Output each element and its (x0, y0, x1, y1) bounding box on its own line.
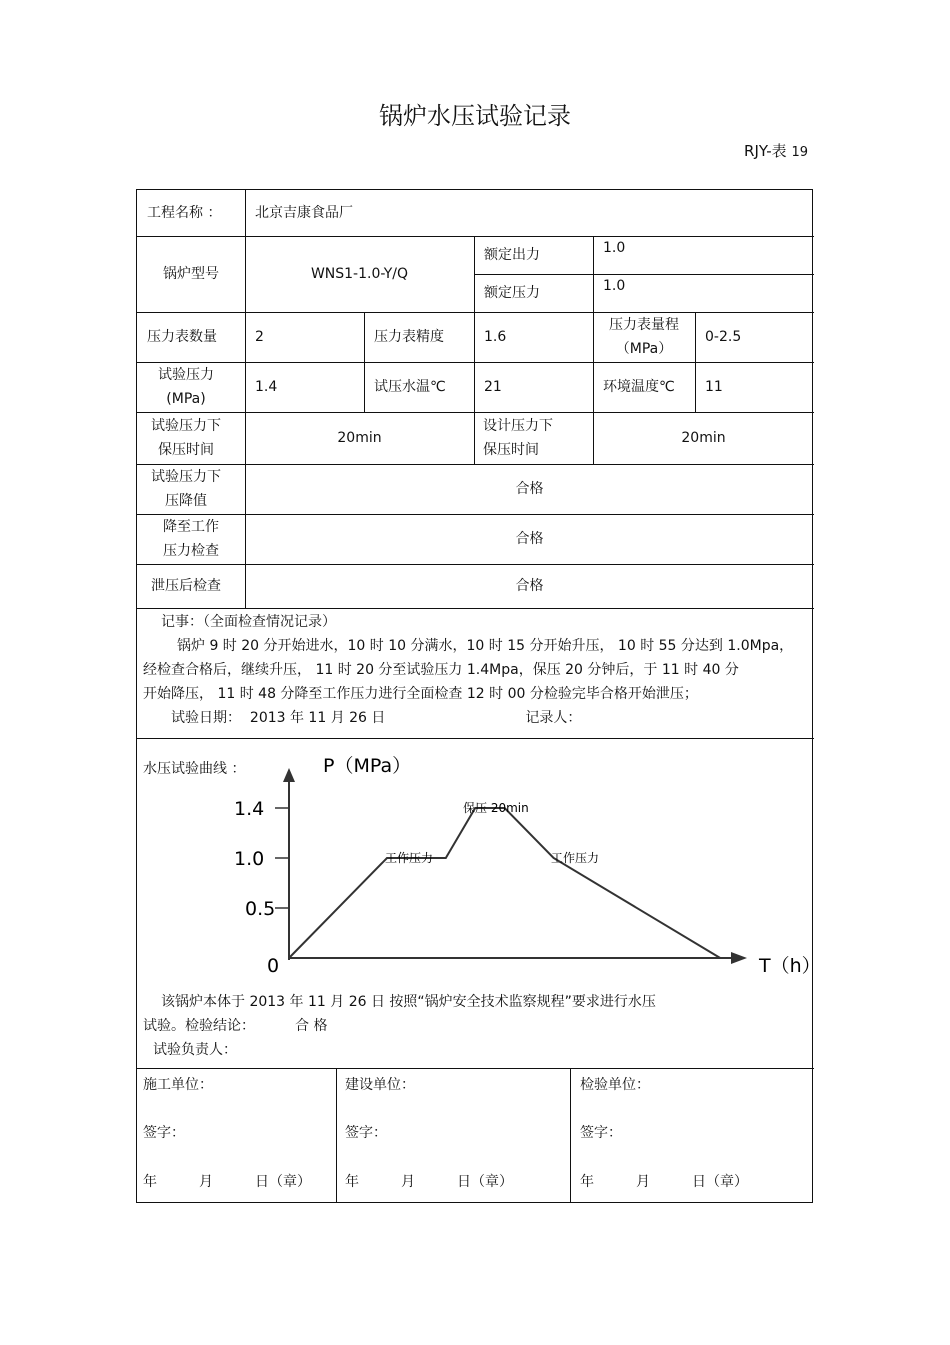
work-pressure-check-label: 降至工作 压力检查 (163, 519, 219, 559)
pressure-drop-label: 试验压力下 压降值 (151, 469, 221, 509)
construction-date-line: 年 月 日（章） (143, 1174, 311, 1190)
hold-test-value: 20min (337, 430, 382, 446)
ambient-temp-value: 11 (705, 379, 723, 395)
ambient-temp-label: 环境温度℃ (603, 379, 675, 395)
gauge-count-label: 压力表数量 (147, 329, 217, 345)
gauge-count-value: 2 (255, 329, 264, 345)
annotation-work-pressure-right: 工作压力 (551, 851, 600, 865)
test-pressure-label: 试验压力 (MPa) (158, 367, 214, 407)
notes-section (143, 610, 807, 730)
notes-heading: 记事：（全面检查情况记录） (161, 614, 336, 630)
inspection-date-line: 年 月 日（章） (580, 1174, 748, 1190)
owner-date-line: 年 月 日（章） (345, 1174, 513, 1190)
notes-line: 经检查合格后，继续升压， 11 时 20 分至试验压力 1.4Mpa，保压 20 分钟后，于 11 时 40 分 (143, 662, 739, 678)
curve-label: 水压试验曲线 ： (143, 761, 246, 777)
rated-pressure-label: 额定压力 (484, 285, 540, 301)
pressure-drop-value: 合格 (515, 481, 544, 497)
pressure-curve-line (289, 808, 720, 958)
rated-output-value: 1.0 (603, 240, 626, 256)
hold-design-value: 20min (681, 430, 726, 446)
test-date-line: 试验日期： 2013 年 11 月 26 日 记录人： (171, 710, 582, 726)
gauge-range-label: 压力表量程 （MPa） (609, 317, 679, 357)
inspection-unit-label: 检验单位： (580, 1077, 650, 1093)
water-temp-label: 试压水温℃ (374, 379, 446, 395)
hold-design-label: 设计压力下 保压时间 (483, 418, 553, 458)
x-axis-label: T（h） (759, 955, 821, 977)
construction-unit-label: 施工单位： (143, 1077, 213, 1093)
conclusion-section (143, 990, 807, 1062)
y-tick-label: 1.4 (234, 798, 265, 820)
annotation-hold-time: 保压 20min (463, 801, 529, 815)
project-name-label: 工程名称 ： (147, 205, 222, 221)
owner-unit-label: 建设单位： (345, 1077, 415, 1093)
gauge-range-value: 0-2.5 (705, 329, 742, 345)
work-pressure-check-value: 合格 (515, 531, 544, 547)
pressure-curve-chart (137, 738, 821, 990)
form-number: RJY-表 19 (744, 142, 808, 160)
y-tick-label: 0 (267, 955, 280, 977)
test-pressure-value: 1.4 (255, 379, 278, 395)
owner-sign-label: 签字： (345, 1125, 387, 1141)
y-axis-arrow (283, 768, 295, 782)
rated-pressure-value: 1.0 (603, 278, 626, 294)
notes-line: 锅炉 9 时 20 分开始进水，10 时 10 分满水，10 时 15 分开始升压， 10 时 55 分达到 1.0Mpa， (177, 638, 794, 654)
gauge-precision-value: 1.6 (484, 329, 507, 345)
document-title: 锅炉水压试验记录 (379, 102, 571, 130)
boiler-model-value: WNS1-1.0-Y/Q (310, 266, 409, 282)
annotation-work-pressure-left: 工作压力 (385, 851, 434, 865)
inspection-sign-label: 签字： (580, 1125, 622, 1141)
project-name-value: 北京吉康食品厂 (255, 205, 353, 221)
conclusion-line: 该锅炉本体于 2013 年 11 月 26 日 按照“锅炉安全技术监察规程”要求进行水压 (161, 994, 656, 1010)
water-temp-value: 21 (484, 379, 502, 395)
record-table (136, 189, 821, 1203)
test-responsible: 试验负责人： (153, 1042, 237, 1058)
y-axis-label: P（MPa） (323, 755, 412, 777)
y-tick-label: 1.0 (234, 848, 265, 870)
release-check-value: 合格 (515, 578, 544, 594)
x-axis-arrow (731, 952, 747, 964)
hold-test-label: 试验压力下 保压时间 (151, 418, 221, 458)
gauge-precision-label: 压力表精度 (374, 329, 444, 345)
rated-output-label: 额定出力 (484, 247, 540, 263)
construction-sign-label: 签字： (143, 1125, 185, 1141)
conclusion-result: 试验。检验结论： 合 格 (143, 1018, 328, 1034)
notes-line: 开始降压， 11 时 48 分降至工作压力进行全面检查 12 时 00 分检验完毕合格开始泄压； (143, 686, 698, 702)
y-tick-label: 0.5 (245, 898, 276, 920)
boiler-model-label: 锅炉型号 (163, 266, 219, 282)
release-check-label: 泄压后检查 (151, 578, 221, 594)
